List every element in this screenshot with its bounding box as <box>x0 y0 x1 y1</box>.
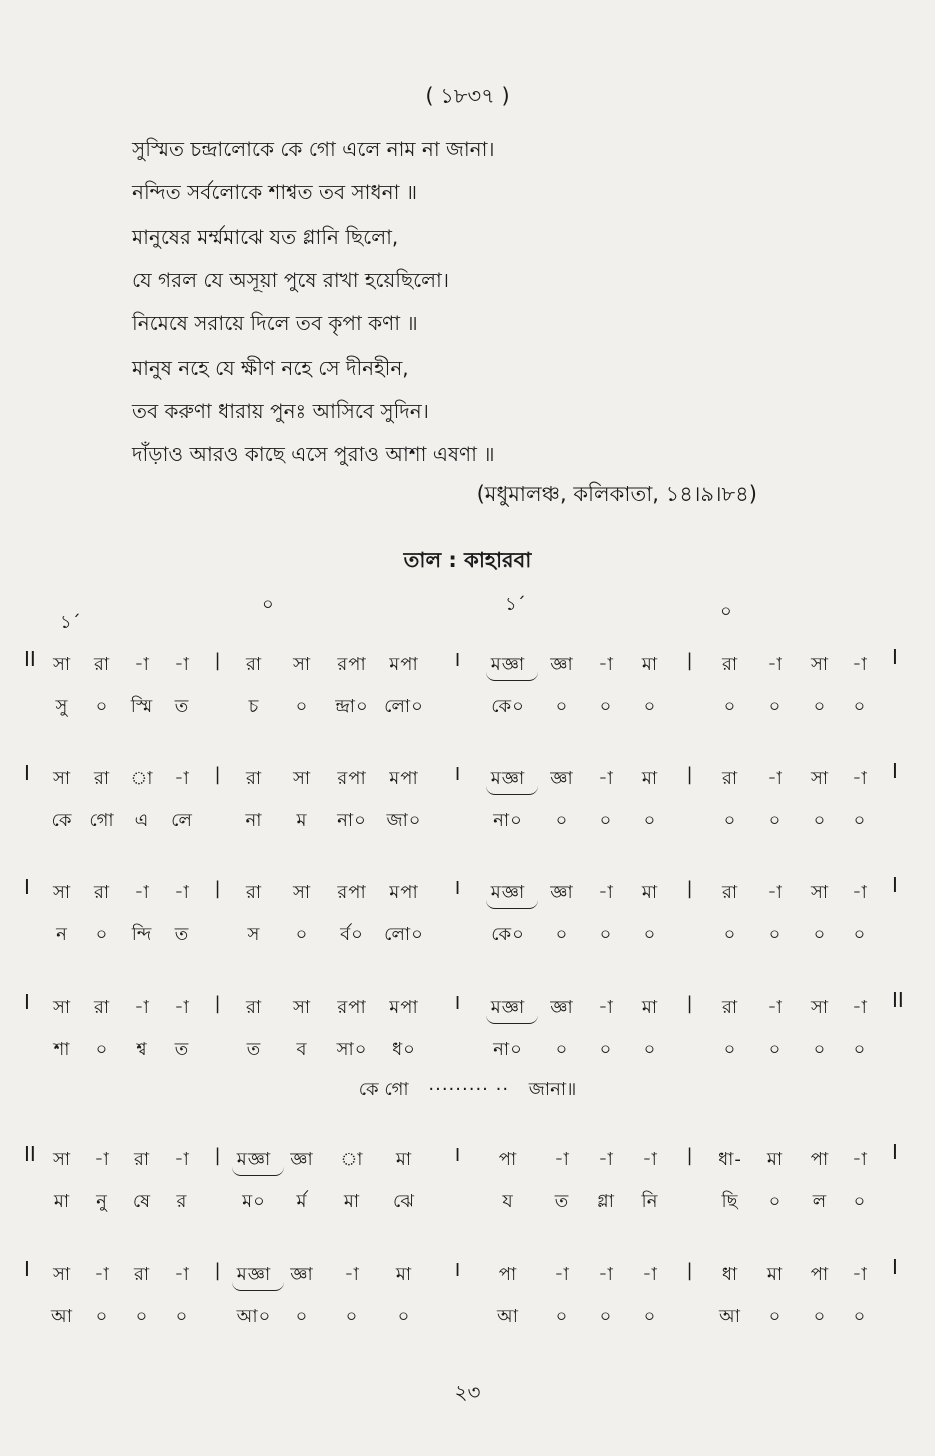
swara-note: সা <box>52 1264 72 1285</box>
meend-slur <box>232 1167 284 1176</box>
lyric-syllable: জা০ <box>386 810 422 831</box>
lyric-syllable: কে০ <box>491 696 525 717</box>
vibhag-bar: I <box>454 1145 462 1166</box>
meend-slur <box>486 786 538 795</box>
poem-line: মানুষের মর্ম্মমাঝে যত গ্লানি ছিলো, <box>132 225 399 249</box>
poem-line: তব করুণা ধারায় পুনঃ আসিবে সুদিন। <box>132 399 429 423</box>
lyric-syllable: ০ <box>643 696 657 717</box>
lyric-syllable: গ্লা <box>597 1191 615 1212</box>
swara-note: মজ্ঞা <box>236 1264 272 1285</box>
lyric-syllable: ০ <box>555 696 569 717</box>
swara-note: সা <box>810 997 830 1018</box>
beat-mark: ০ <box>720 601 732 622</box>
lyric-syllable: এ <box>134 810 150 831</box>
swara-note: া <box>130 768 154 789</box>
lyric-syllable: ০ <box>853 696 867 717</box>
source-citation: (মধুমালঞ্চ, কলিকাতা, ১৪।৯।৮৪) <box>476 482 757 506</box>
lyric-syllable: য <box>502 1191 514 1212</box>
swara-note: -া <box>174 1149 190 1170</box>
lyric-syllable: ০ <box>768 1191 782 1212</box>
swara-note: -া <box>94 1149 110 1170</box>
lyric-syllable: ০ <box>599 696 613 717</box>
lyric-syllable: ০ <box>853 1306 867 1327</box>
swara-note: পা <box>498 1264 518 1285</box>
lyric-syllable: ০ <box>643 810 657 831</box>
swara-note: -া <box>554 1149 570 1170</box>
end-bar-line: I <box>892 1140 898 1164</box>
page-number: ২৩ <box>454 1380 481 1404</box>
page-header: ( ১৮৩৭ ) <box>425 84 510 108</box>
swara-note: মজ্ঞা <box>490 997 526 1018</box>
start-bar-line: I <box>24 761 30 785</box>
swara-note: -া <box>767 997 783 1018</box>
lyric-syllable: ০ <box>813 924 827 945</box>
lyric-syllable: চ <box>248 696 260 717</box>
swara-note: মা <box>641 882 659 903</box>
swara-note: -া <box>852 1149 868 1170</box>
start-bar-line: II <box>24 647 36 671</box>
vibhag-bar: | <box>214 764 222 785</box>
swara-note: সা <box>810 768 830 789</box>
lyric-syllable: নি <box>641 1191 659 1212</box>
lyric-syllable: ০ <box>397 1306 411 1327</box>
swara-note: জ্ঞা <box>290 1264 314 1285</box>
lyric-syllable: স <box>247 924 261 945</box>
lyric-syllable: সু <box>55 696 69 717</box>
swara-note: -া <box>598 654 614 675</box>
lyric-syllable: ঝে <box>393 1191 415 1212</box>
beat-mark: ১´ <box>60 612 81 633</box>
swara-note: মা <box>766 1149 784 1170</box>
vibhag-bar: | <box>686 878 694 899</box>
lyric-syllable: ০ <box>853 1191 867 1212</box>
lyric-syllable: ০ <box>95 924 109 945</box>
swara-note: সা <box>52 654 72 675</box>
lyric-syllable: লো০ <box>384 696 424 717</box>
swara-note: -া <box>767 654 783 675</box>
swara-note: -া <box>598 882 614 903</box>
lyric-syllable: র্ম <box>296 1191 308 1212</box>
lyric-syllable: কে০ <box>491 924 525 945</box>
swara-note: -া <box>852 997 868 1018</box>
swara-note: রপা <box>337 768 367 789</box>
lyric-syllable: ০ <box>643 1306 657 1327</box>
swara-note: ধা- <box>718 1149 742 1170</box>
swara-note: -া <box>767 882 783 903</box>
swara-note: সা <box>52 882 72 903</box>
swara-note: মজ্ঞা <box>490 882 526 903</box>
refrain-end: জানা॥ <box>528 1079 577 1100</box>
swara-note: রা <box>721 997 739 1018</box>
lyric-syllable: ন্দ্রা০ <box>335 696 369 717</box>
lyric-syllable: ০ <box>599 810 613 831</box>
lyric-syllable: ল <box>812 1191 828 1212</box>
lyric-syllable: র <box>176 1191 188 1212</box>
swara-note: -া <box>134 997 150 1018</box>
lyric-syllable: ০ <box>175 1306 189 1327</box>
lyric-syllable: ০ <box>555 810 569 831</box>
swara-note: ধা <box>721 1264 739 1285</box>
swara-note: রপা <box>337 654 367 675</box>
poem-line: নন্দিত সর্বলোকে শাশ্বত তব সাধনা ॥ <box>132 180 418 204</box>
swara-note: রা <box>245 882 263 903</box>
swara-note: -া <box>554 1264 570 1285</box>
end-bar-line: II <box>892 988 904 1012</box>
vibhag-bar: | <box>214 1260 222 1281</box>
vibhag-bar: | <box>686 1260 694 1281</box>
start-bar-line: I <box>24 875 30 899</box>
lyric-syllable: ত <box>246 1039 262 1060</box>
lyric-syllable: ০ <box>853 924 867 945</box>
swara-note: পা <box>498 1149 518 1170</box>
swara-note: সা <box>52 768 72 789</box>
lyric-syllable: ০ <box>135 1306 149 1327</box>
lyric-syllable: ০ <box>768 1306 782 1327</box>
swara-note: -া <box>174 882 190 903</box>
swara-note: মা <box>395 1149 413 1170</box>
beat-mark: ০ <box>262 594 274 615</box>
swara-note: সা <box>292 882 312 903</box>
lyric-syllable: ত <box>174 924 190 945</box>
lyric-syllable: ত <box>554 1191 570 1212</box>
end-bar-line: I <box>892 645 898 669</box>
end-bar-line: I <box>892 873 898 897</box>
meend-slur <box>486 672 538 681</box>
lyric-syllable: কে <box>51 810 73 831</box>
lyric-syllable: না০ <box>337 810 367 831</box>
swara-note: রা <box>93 768 111 789</box>
lyric-syllable: ০ <box>723 924 737 945</box>
swara-note: -া <box>852 1264 868 1285</box>
vibhag-bar: | <box>686 650 694 671</box>
poem-line: নিমেষে সরায়ে দিলে তব কৃপা কণা ॥ <box>132 311 418 335</box>
lyric-syllable: ০ <box>643 924 657 945</box>
swara-note: জ্ঞা <box>550 997 574 1018</box>
vibhag-bar: | <box>686 764 694 785</box>
swara-note: মপা <box>389 768 419 789</box>
lyric-syllable: ০ <box>813 1306 827 1327</box>
lyric-syllable: গো <box>89 810 115 831</box>
swara-note: রা <box>245 654 263 675</box>
lyric-syllable: ০ <box>723 1039 737 1060</box>
meend-slur <box>486 1015 538 1024</box>
lyric-syllable: ত <box>174 696 190 717</box>
swara-note: পা <box>810 1149 830 1170</box>
swara-note: -া <box>134 654 150 675</box>
swara-note: মজ্ঞা <box>490 768 526 789</box>
meend-slur <box>486 900 538 909</box>
lyric-syllable: ম <box>296 810 308 831</box>
lyric-syllable: আ <box>497 1306 519 1327</box>
swara-note: -া <box>598 1264 614 1285</box>
lyric-syllable: ০ <box>768 696 782 717</box>
vibhag-bar: | <box>214 993 222 1014</box>
lyric-syllable: ০ <box>599 1306 613 1327</box>
swara-note: -া <box>94 1264 110 1285</box>
lyric-syllable: ০ <box>723 810 737 831</box>
lyric-syllable: ০ <box>853 810 867 831</box>
poem-line: মানুষ নহে যে ক্ষীণ নহে সে দীনহীন, <box>132 356 409 380</box>
lyric-syllable: না <box>245 810 263 831</box>
lyric-syllable: শ্ব <box>136 1039 148 1060</box>
swara-note: সা <box>52 1149 72 1170</box>
swara-note: রা <box>721 768 739 789</box>
lyric-syllable: নু <box>96 1191 108 1212</box>
swara-note: জ্ঞা <box>550 654 574 675</box>
poem-line: যে গরল যে অসূয়া পুষে রাখা হয়েছিলো। <box>132 268 449 292</box>
lyric-syllable: মা <box>343 1191 361 1212</box>
swara-note: জ্ঞা <box>290 1149 314 1170</box>
lyric-syllable: আ <box>719 1306 741 1327</box>
lyric-syllable: ০ <box>813 810 827 831</box>
lyric-syllable: ০ <box>768 810 782 831</box>
vibhag-bar: | <box>214 878 222 899</box>
lyric-syllable: ০ <box>95 696 109 717</box>
vibhag-bar: | <box>214 650 222 671</box>
refrain-dots: ········· ·· <box>428 1079 510 1100</box>
swara-note: -া <box>598 1149 614 1170</box>
refrain-start: কে গো <box>358 1079 409 1100</box>
lyric-syllable: ০ <box>95 1039 109 1060</box>
lyric-syllable: র্ব০ <box>340 924 364 945</box>
lyric-syllable: ০ <box>599 924 613 945</box>
lyric-syllable: স্মি <box>130 696 154 717</box>
swara-note: রা <box>721 654 739 675</box>
poem-block <box>132 128 495 476</box>
lyric-syllable: সা০ <box>336 1039 368 1060</box>
swara-note: রা <box>245 997 263 1018</box>
swara-note: -া <box>598 997 614 1018</box>
swara-note: মপা <box>389 882 419 903</box>
swara-note: মা <box>641 997 659 1018</box>
swara-note: -া <box>852 882 868 903</box>
start-bar-line: II <box>24 1142 36 1166</box>
lyric-syllable: লে <box>171 810 193 831</box>
lyric-syllable: ন্দি <box>131 924 153 945</box>
vibhag-bar: I <box>454 878 462 899</box>
swara-note: -া <box>344 1264 360 1285</box>
swara-note: মজ্ঞা <box>236 1149 272 1170</box>
lyric-syllable: আ০ <box>236 1306 272 1327</box>
lyric-syllable: ন <box>56 924 68 945</box>
swara-note: রপা <box>337 997 367 1018</box>
swara-note: -া <box>642 1264 658 1285</box>
start-bar-line: I <box>24 1257 30 1281</box>
swara-note: রা <box>721 882 739 903</box>
vibhag-bar: I <box>454 1260 462 1281</box>
lyric-syllable: ০ <box>295 1306 309 1327</box>
lyric-syllable: শা <box>53 1039 71 1060</box>
swara-note: -া <box>134 882 150 903</box>
meend-slur <box>232 1282 284 1291</box>
vibhag-bar: I <box>454 764 462 785</box>
swara-note: মজ্ঞা <box>490 654 526 675</box>
lyric-syllable: ষে <box>132 1191 152 1212</box>
swara-note: মা <box>766 1264 784 1285</box>
lyric-syllable: ০ <box>723 696 737 717</box>
vibhag-bar: | <box>686 993 694 1014</box>
lyric-syllable: মা <box>53 1191 71 1212</box>
swara-note: -া <box>598 768 614 789</box>
swara-note: রা <box>133 1149 151 1170</box>
lyric-syllable: ব <box>296 1039 308 1060</box>
lyric-syllable: না০ <box>493 810 523 831</box>
lyric-syllable: ০ <box>295 696 309 717</box>
lyric-syllable: ০ <box>853 1039 867 1060</box>
swara-note: মা <box>641 654 659 675</box>
start-bar-line: I <box>24 990 30 1014</box>
lyric-syllable: ০ <box>768 924 782 945</box>
swara-note: মপা <box>389 997 419 1018</box>
lyric-syllable: ০ <box>813 696 827 717</box>
swara-note: মা <box>395 1264 413 1285</box>
swara-note: রা <box>133 1264 151 1285</box>
lyric-syllable: ০ <box>555 1306 569 1327</box>
swara-note: সা <box>810 882 830 903</box>
swara-note: রপা <box>337 882 367 903</box>
swara-note: -া <box>174 997 190 1018</box>
vibhag-bar: I <box>454 650 462 671</box>
swara-note: া <box>340 1149 364 1170</box>
swara-note: মা <box>641 768 659 789</box>
lyric-syllable: ০ <box>555 924 569 945</box>
poem-line: সুস্মিত চন্দ্রালোকে কে গো এলে নাম না জানা। <box>132 137 495 161</box>
lyric-syllable: ০ <box>345 1306 359 1327</box>
swara-note: -া <box>174 1264 190 1285</box>
refrain-line <box>0 1075 935 1106</box>
lyric-syllable: ম০ <box>242 1191 266 1212</box>
lyric-syllable: লো০ <box>384 924 424 945</box>
swara-note: সা <box>810 654 830 675</box>
vibhag-bar: | <box>686 1145 694 1166</box>
vibhag-bar: I <box>454 993 462 1014</box>
swara-note: -া <box>767 768 783 789</box>
lyric-syllable: ছি <box>721 1191 739 1212</box>
beat-mark: ১´ <box>505 594 526 615</box>
lyric-syllable: ধ০ <box>392 1039 416 1060</box>
swara-note: রা <box>93 882 111 903</box>
end-bar-line: I <box>892 759 898 783</box>
swara-note: সা <box>52 997 72 1018</box>
swara-note: রা <box>93 997 111 1018</box>
swara-note: -া <box>174 768 190 789</box>
swara-note: মপা <box>389 654 419 675</box>
swara-note: সা <box>292 654 312 675</box>
swara-note: -া <box>174 654 190 675</box>
lyric-syllable: ত <box>174 1039 190 1060</box>
swara-note: জ্ঞা <box>550 768 574 789</box>
poem-line: দাঁড়াও আরও কাছে এসে পুরাও আশা এষণা ॥ <box>132 442 495 466</box>
lyric-syllable: ০ <box>555 1039 569 1060</box>
lyric-syllable: ০ <box>295 924 309 945</box>
swara-note: সা <box>292 768 312 789</box>
lyric-syllable: ০ <box>643 1039 657 1060</box>
swara-note: রা <box>93 654 111 675</box>
swara-note: পা <box>810 1264 830 1285</box>
swara-note: -া <box>642 1149 658 1170</box>
vibhag-bar: | <box>214 1145 222 1166</box>
swara-note: জ্ঞা <box>550 882 574 903</box>
swara-note: -া <box>852 768 868 789</box>
swara-note: রা <box>245 768 263 789</box>
lyric-syllable: না০ <box>493 1039 523 1060</box>
end-bar-line: I <box>892 1255 898 1279</box>
lyric-syllable: ০ <box>95 1306 109 1327</box>
lyric-syllable: ০ <box>768 1039 782 1060</box>
lyric-syllable: আ <box>51 1306 73 1327</box>
tala-heading: তাল : কাহারবা <box>403 548 532 572</box>
swara-note: -া <box>852 654 868 675</box>
swara-note: সা <box>292 997 312 1018</box>
lyric-syllable: ০ <box>813 1039 827 1060</box>
lyric-syllable: ০ <box>599 1039 613 1060</box>
